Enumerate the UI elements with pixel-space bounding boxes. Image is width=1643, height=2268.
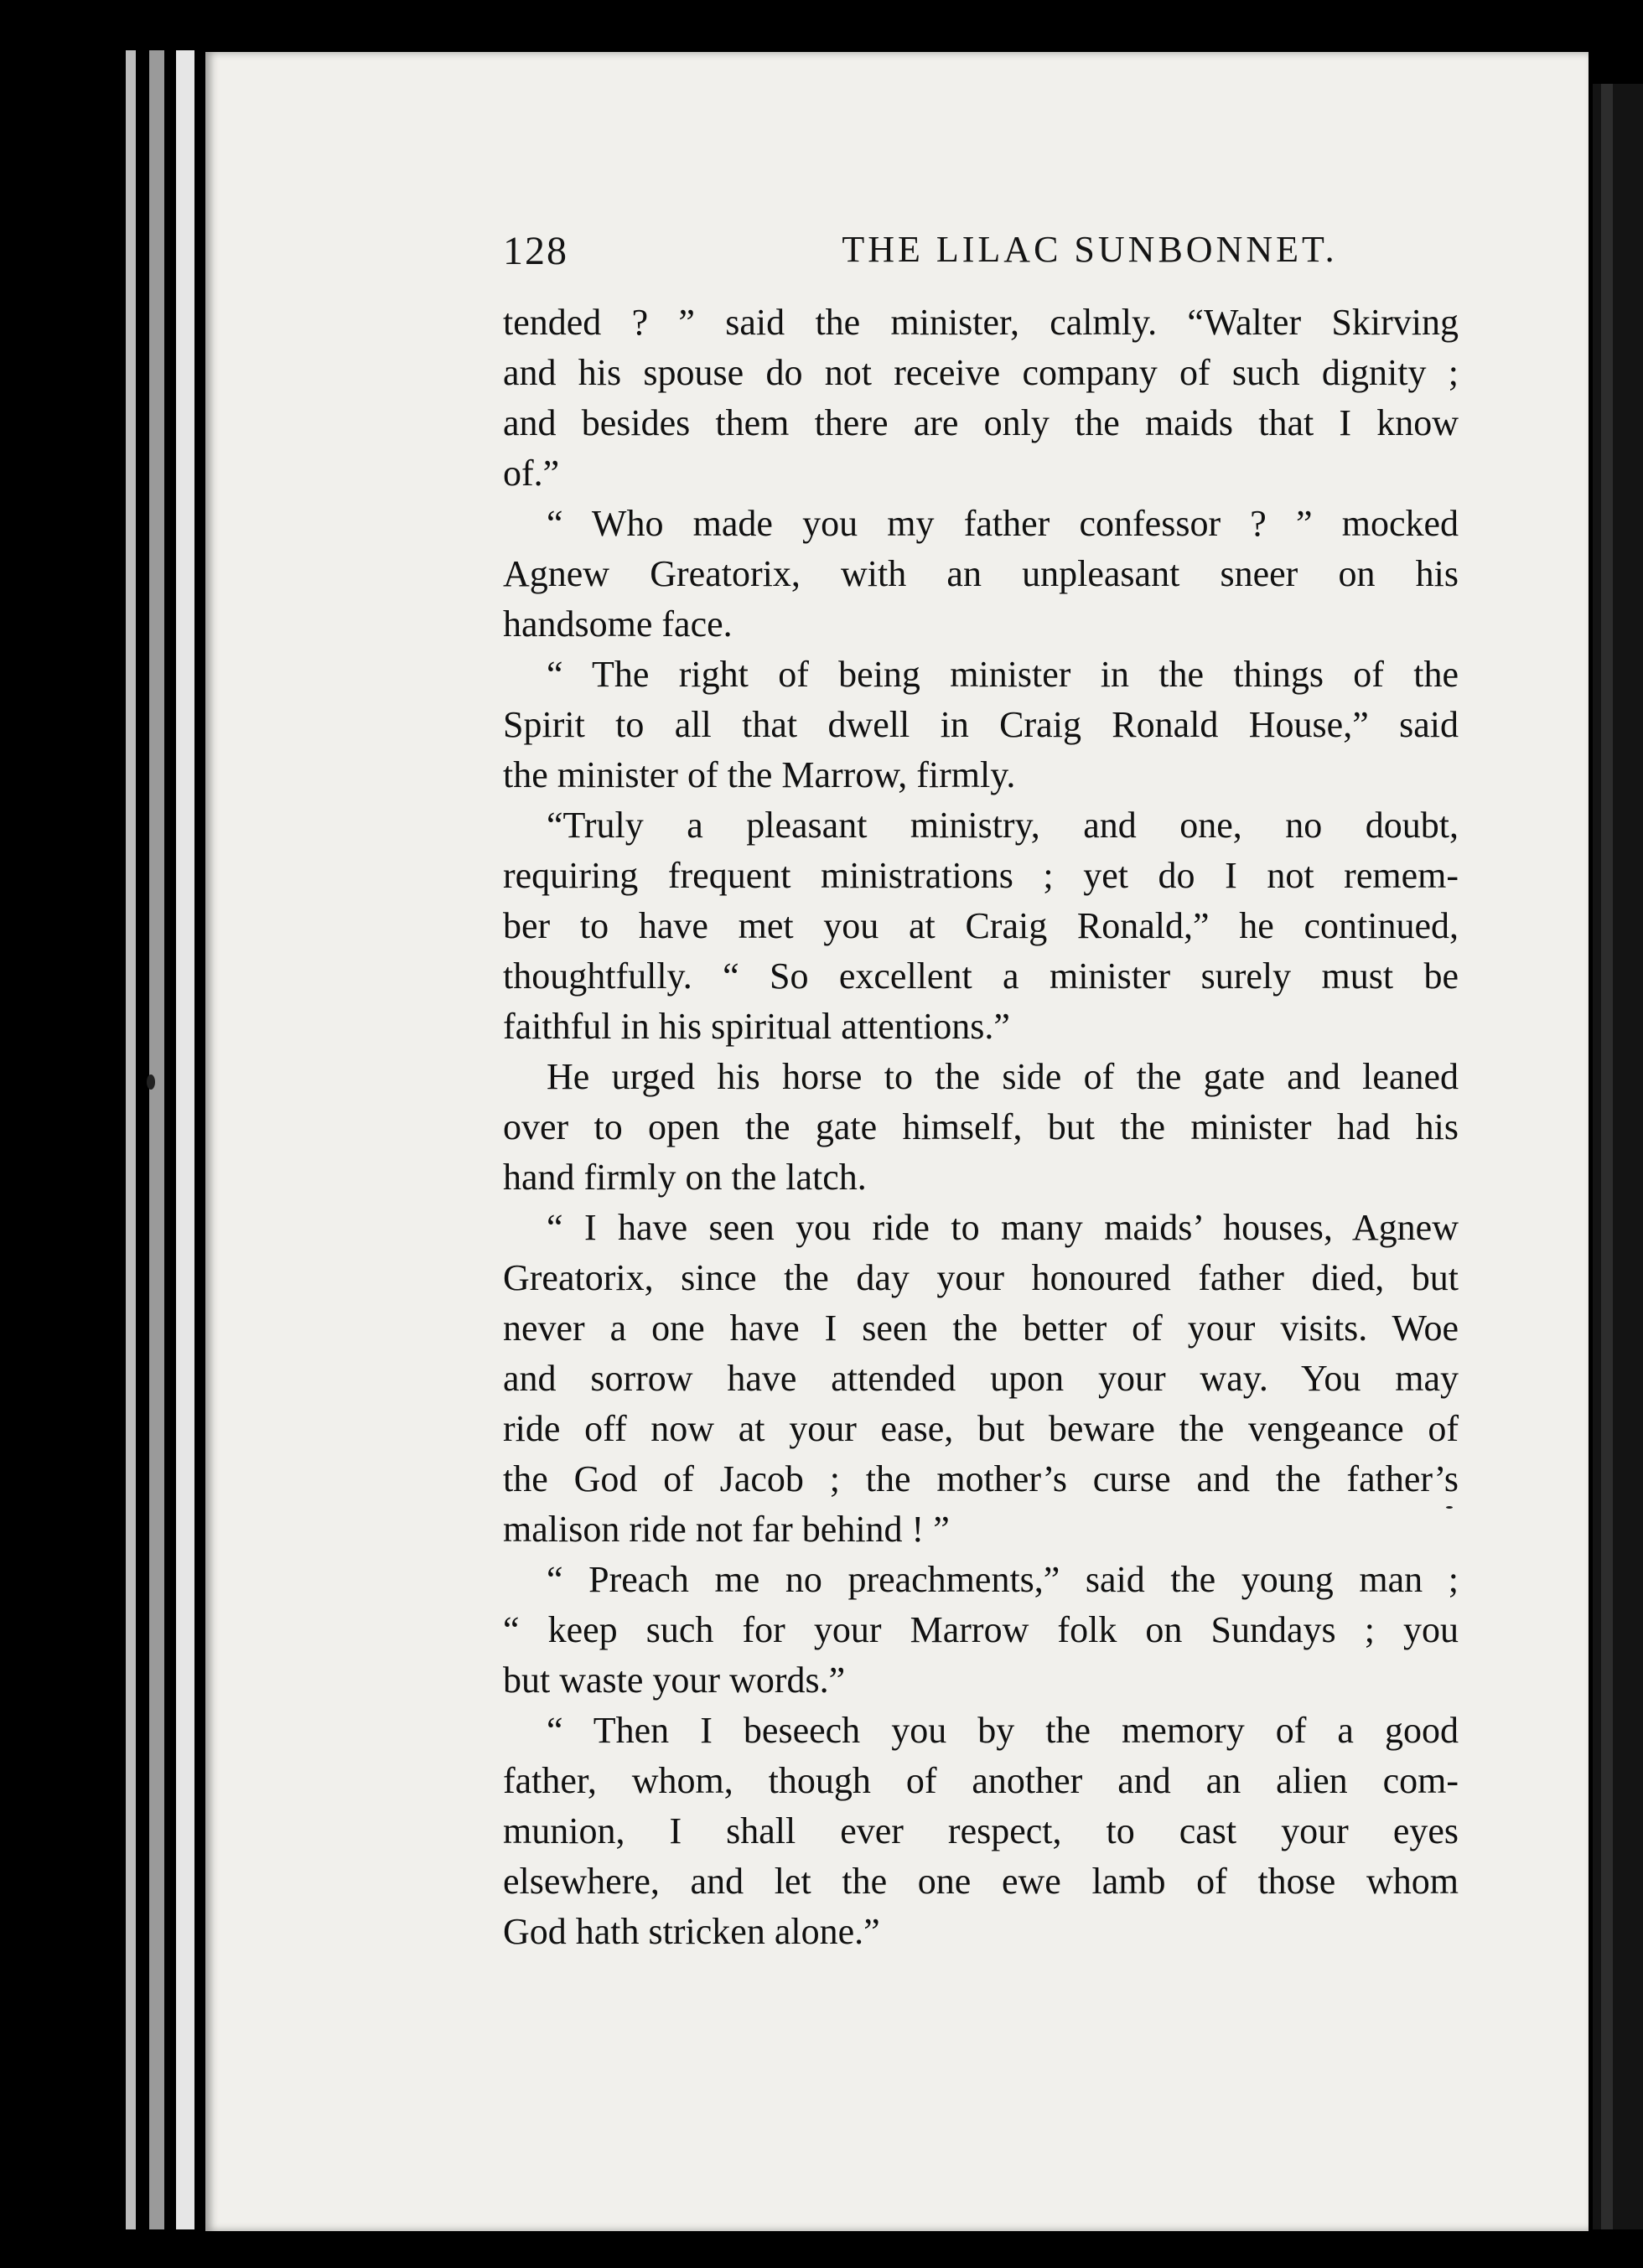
book-title: THE LILAC SUNBONNET. [842,229,1338,270]
binding-strip [176,50,194,2229]
text-line: thoughtfully. “ So excellent a minister surely must be [503,955,1459,997]
text-line: but waste your words.” [503,1660,846,1701]
text-line: “ Who made you my father confessor ? ” mocked [547,503,1459,544]
text-line: Agnew Greatorix, with an unpleasant sneer on his [503,553,1459,594]
text-line: “ Then I beseech you by the memory of a good [547,1710,1459,1751]
facing-page-edge [1593,84,1643,2229]
text-line: and besides them there are only the maids that I know [503,402,1459,443]
text-line: He urged his horse to the side of the gate and leaned [547,1056,1459,1097]
text-line: faithful in his spiritual attentions.” [503,1006,1010,1047]
text-line: and sorrow have attended upon your way. You may [503,1358,1459,1399]
book-page [205,52,1589,2231]
text-line: “Truly a pleasant ministry, and one, no doubt, [547,805,1459,846]
text-line: never a one have I seen the better of your visits. Woe [503,1307,1459,1349]
running-head [503,228,1643,295]
text-line: “ Preach me no preachments,” said the young man ; [547,1559,1459,1600]
binding-strip [149,50,164,2229]
text-line: munion, I shall ever respect, to cast your eyes [503,1810,1459,1851]
body-text [503,298,1459,1957]
scan-speck [147,1074,155,1090]
facing-page-sliver [1601,84,1613,2229]
text-line: Greatorix, since the day your honoured father died, but [503,1257,1459,1298]
text-line: over to open the gate himself, but the minister had his [503,1106,1459,1147]
text-line: “ I have seen you ride to many maids’ houses, Agnew [547,1207,1459,1248]
text-line: the God of Jacob ; the mother’s curse and the father’s [503,1458,1459,1499]
page-number: 128 [503,229,568,273]
text-line: elsewhere, and let the one ewe lamb of those whom [503,1861,1459,1902]
text-line: father, whom, though of another and an alien com- [503,1760,1459,1801]
text-line: of.” [503,453,560,494]
text-line: the minister of the Marrow, firmly. [503,754,1016,795]
text-line: handsome face. [503,603,733,645]
text-line: “ keep such for your Marrow folk on Sundays ; you [503,1609,1459,1650]
text-line: ride off now at your ease, but beware the vengeance of [503,1408,1459,1449]
text-line: God hath stricken alone.” [503,1911,880,1952]
binding-strip [126,50,136,2229]
text-line: tended ? ” said the minister, calmly. “Walter Skirving [503,302,1459,343]
text-line: and his spouse do not receive company of such dignity ; [503,352,1459,393]
text-line: “ The right of being minister in the things of the [547,654,1459,695]
text-line: Spirit to all that dwell in Craig Ronald House,” said [503,704,1459,745]
text-line: hand firmly on the latch. [503,1157,867,1198]
text-line: ber to have met you at Craig Ronald,” he continued, [503,905,1459,946]
scan-speck [1446,1506,1453,1509]
text-line: malison ride not far behind ! ” [503,1509,950,1550]
text-line: requiring frequent ministrations ; yet do I not remem- [503,855,1459,896]
